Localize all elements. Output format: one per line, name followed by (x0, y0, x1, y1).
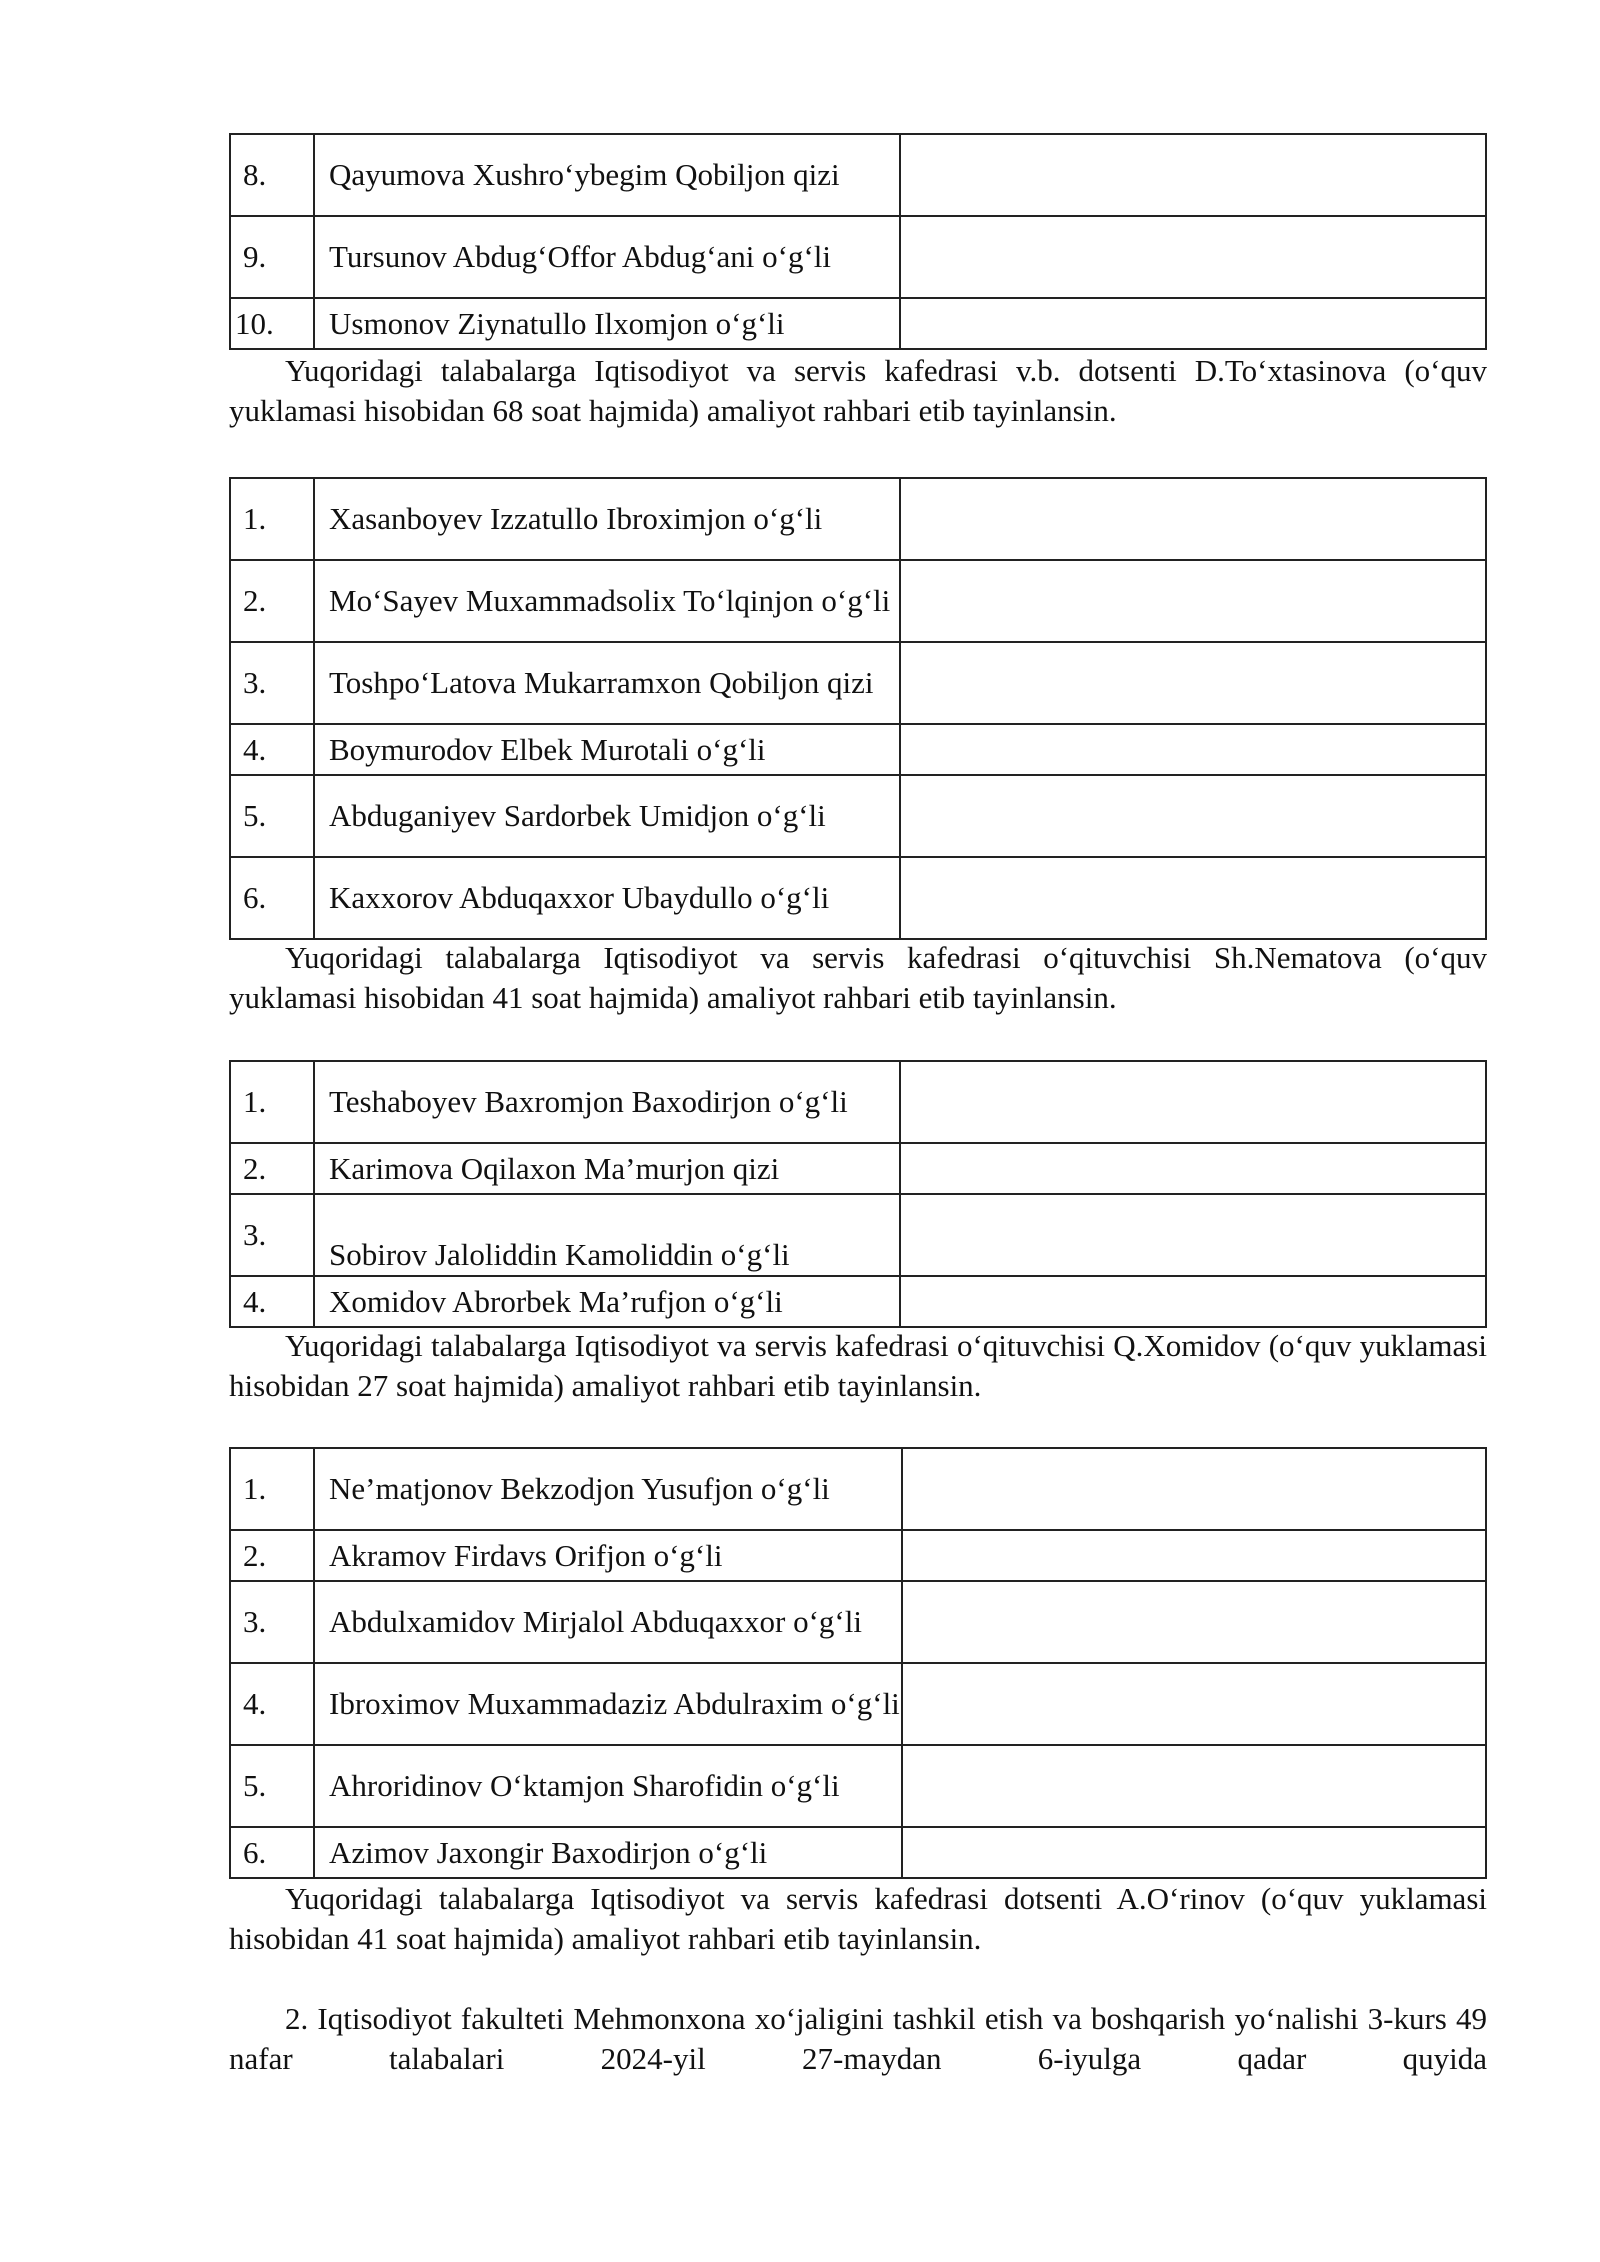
table-row (230, 1276, 1486, 1327)
student-table-2 (229, 477, 1487, 940)
empty-cell (900, 478, 1486, 560)
row-number: 6. (230, 857, 314, 939)
row-number: 8. (230, 134, 314, 216)
row-number: 2. (230, 1143, 314, 1194)
table-row (230, 775, 1486, 857)
student-name: Ne’matjonov Bekzodjon Yusufjon o‘g‘li (314, 1448, 902, 1530)
empty-cell (900, 1143, 1486, 1194)
student-name: Abduganiyev Sardorbek Umidjon o‘g‘li (314, 775, 900, 857)
table-row (230, 1448, 1486, 1530)
student-name: Azimov Jaxongir Baxodirjon o‘g‘li (314, 1827, 902, 1878)
row-number: 1. (230, 1448, 314, 1530)
table-row (230, 560, 1486, 642)
table-row (230, 1581, 1486, 1663)
row-number: 4. (230, 724, 314, 775)
row-number: 4. (230, 1663, 314, 1745)
row-number: 6. (230, 1827, 314, 1878)
assignment-paragraph-2 (229, 938, 1487, 1018)
assignment-paragraph-3 (229, 1326, 1487, 1406)
row-number: 1. (230, 478, 314, 560)
student-name: Usmonov Ziynatullo Ilxomjon o‘g‘li (314, 298, 900, 349)
table-row (230, 642, 1486, 724)
table-row (230, 298, 1486, 349)
student-name: Ahroridinov O‘ktamjon Sharofidin o‘g‘li (314, 1745, 902, 1827)
table-row (230, 1530, 1486, 1581)
empty-cell (900, 724, 1486, 775)
row-number: 2. (230, 1530, 314, 1581)
assignment-text: Yuqoridagi talabalarga Iqtisodiyot va servis kafedrasi o‘qituvchisi Sh.Nematova (o‘quv yuklamasi hisobidan 41 soat hajmida) amaliyot rahbari etib tayinlansin. (229, 940, 1487, 1015)
assignment-paragraph-4 (229, 1879, 1487, 1959)
empty-cell (900, 1276, 1486, 1327)
table-row (230, 1194, 1486, 1276)
student-name: Toshpo‘Latova Mukarramxon Qobiljon qizi (314, 642, 900, 724)
student-table-3 (229, 1060, 1487, 1328)
empty-cell (900, 298, 1486, 349)
table-row (230, 216, 1486, 298)
student-name: Teshaboyev Baxromjon Baxodirjon o‘g‘li (314, 1061, 900, 1143)
empty-cell (900, 216, 1486, 298)
student-table-4 (229, 1447, 1487, 1879)
row-number: 10. (230, 298, 314, 349)
row-number: 3. (230, 1194, 314, 1276)
empty-cell (902, 1448, 1486, 1530)
empty-cell (902, 1663, 1486, 1745)
empty-cell (900, 560, 1486, 642)
student-name: Karimova Oqilaxon Ma’murjon qizi (314, 1143, 900, 1194)
table-row (230, 1827, 1486, 1878)
empty-cell (900, 642, 1486, 724)
row-number: 4. (230, 1276, 314, 1327)
table-row (230, 478, 1486, 560)
row-number: 5. (230, 775, 314, 857)
row-number: 2. (230, 560, 314, 642)
table-row (230, 1143, 1486, 1194)
empty-cell (902, 1530, 1486, 1581)
assignment-text: Yuqoridagi talabalarga Iqtisodiyot va servis kafedrasi v.b. dotsenti D.To‘xtasinova (o‘quv yuklamasi hisobidan 68 soat hajmida) amaliyot rahbari etib tayinlansin. (229, 353, 1487, 428)
student-name: Kaxxorov Abduqaxxor Ubaydullo o‘g‘li (314, 857, 900, 939)
row-number: 3. (230, 642, 314, 724)
table-row (230, 1663, 1486, 1745)
empty-cell (900, 1061, 1486, 1143)
section-2-text: 2. Iqtisodiyot fakulteti Mehmonxona xo‘jaligini tashkil etish va boshqarish yo‘nalishi 3-kurs 49 nafar talabalari 2024-yil 27-maydan 6-iyulga qadar quyida (229, 2001, 1487, 2076)
student-name: Tursunov Abdug‘Offor Abdug‘ani o‘g‘li (314, 216, 900, 298)
assignment-text: Yuqoridagi talabalarga Iqtisodiyot va servis kafedrasi o‘qituvchisi Q.Xomidov (o‘quv yuklamasi hisobidan 27 soat hajmida) amaliyot rahbari etib tayinlansin. (229, 1328, 1487, 1403)
table-row (230, 857, 1486, 939)
student-name: Xasanboyev Izzatullo Ibroximjon o‘g‘li (314, 478, 900, 560)
table-row (230, 1061, 1486, 1143)
row-number: 1. (230, 1061, 314, 1143)
empty-cell (902, 1581, 1486, 1663)
assignment-paragraph-1 (229, 351, 1487, 431)
assignment-text: Yuqoridagi talabalarga Iqtisodiyot va servis kafedrasi dotsenti A.O‘rinov (o‘quv yuklamasi hisobidan 41 soat hajmida) amaliyot rahbari etib tayinlansin. (229, 1881, 1487, 1956)
empty-cell (900, 775, 1486, 857)
student-name: Ibroximov Muxammadaziz Abdulraxim o‘g‘li (314, 1663, 902, 1745)
student-name: Sobirov Jaloliddin Kamoliddin o‘g‘li (314, 1194, 900, 1276)
empty-cell (900, 857, 1486, 939)
student-table-1 (229, 133, 1487, 350)
student-name: Mo‘Sayev Muxammadsolix To‘lqinjon o‘g‘li (314, 560, 900, 642)
table-row (230, 724, 1486, 775)
student-name: Akramov Firdavs Orifjon o‘g‘li (314, 1530, 902, 1581)
empty-cell (900, 134, 1486, 216)
row-number: 5. (230, 1745, 314, 1827)
table-row (230, 1745, 1486, 1827)
table-row (230, 134, 1486, 216)
empty-cell (900, 1194, 1486, 1276)
row-number: 9. (230, 216, 314, 298)
empty-cell (902, 1745, 1486, 1827)
empty-cell (902, 1827, 1486, 1878)
student-name: Xomidov Abrorbek Ma’rufjon o‘g‘li (314, 1276, 900, 1327)
section-2-paragraph (229, 1999, 1487, 2079)
student-name: Boymurodov Elbek Murotali o‘g‘li (314, 724, 900, 775)
row-number: 3. (230, 1581, 314, 1663)
student-name: Abdulxamidov Mirjalol Abduqaxxor o‘g‘li (314, 1581, 902, 1663)
student-name: Qayumova Xushro‘ybegim Qobiljon qizi (314, 134, 900, 216)
